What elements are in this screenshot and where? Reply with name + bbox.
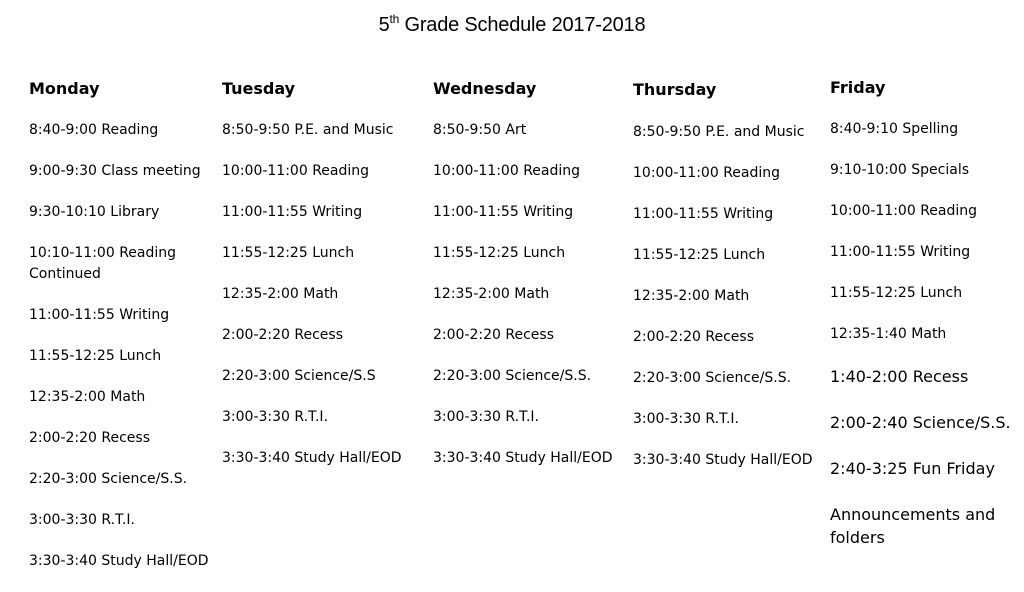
schedule-item: 9:30-10:10 Library (29, 204, 160, 220)
schedule-item: 10:00-11:00 Reading (222, 163, 370, 179)
title-superscript: th (389, 12, 400, 26)
schedule-item: 11:00-11:55 Writing (222, 204, 363, 220)
schedule-item: 11:00-11:55 Writing (29, 307, 170, 323)
wednesday-heading: Wednesday (433, 79, 537, 98)
monday-column (29, 79, 209, 592)
schedule-item: 11:00-11:55 Writing (633, 206, 774, 222)
thursday-heading: Thursday (633, 80, 717, 99)
schedule-item: 8:50-9:50 P.E. and Music (633, 124, 805, 140)
schedule-item: 10:10-11:00 Reading Continued (29, 245, 177, 282)
schedule-item: 8:40-9:10 Spelling (830, 121, 959, 137)
schedule-item: 2:20-3:00 Science/S.S. (633, 370, 792, 386)
schedule-item: 11:00-11:55 Writing (830, 244, 971, 260)
schedule-item: 10:00-11:00 Reading (433, 163, 581, 179)
schedule-item: 11:55-12:25 Lunch (222, 245, 355, 261)
schedule-item: 10:00-11:00 Reading (830, 203, 978, 219)
schedule-item: 11:55-12:25 Lunch (29, 348, 162, 364)
schedule-item: 2:20-3:00 Science/S.S. (433, 368, 592, 384)
schedule-item: 3:30-3:40 Study Hall/EOD (29, 553, 209, 569)
wednesday-column (433, 79, 633, 489)
schedule-item: 2:20-3:00 Science/S.S. (29, 471, 188, 487)
schedule-item: 2:00-2:20 Recess (433, 327, 554, 343)
friday-heading: Friday (830, 78, 886, 97)
friday-column (830, 78, 1020, 572)
tuesday-heading: Tuesday (222, 79, 296, 98)
schedule-item: 9:00-9:30 Class meeting (29, 163, 201, 179)
tuesday-column (222, 79, 422, 489)
schedule-item: Announcements and folders (830, 505, 996, 547)
title-text: Grade Schedule 2017-2018 (399, 14, 646, 36)
schedule-item: 3:00-3:30 R.T.I. (633, 411, 739, 427)
schedule-item: 8:50-9:50 P.E. and Music (222, 122, 394, 138)
schedule-item: 1:40-2:00 Recess (830, 367, 969, 386)
schedule-item: 11:55-12:25 Lunch (633, 247, 766, 263)
schedule-item: 2:00-2:40 Science/S.S. (830, 413, 1011, 432)
schedule-item: 2:20-3:00 Science/S.S (222, 368, 376, 384)
schedule-item: 9:10-10:00 Specials (830, 162, 970, 178)
schedule-item: 12:35-2:00 Math (29, 389, 146, 405)
schedule-item: 10:00-11:00 Reading (633, 165, 781, 181)
schedule-item: 8:40-9:00 Reading (29, 122, 159, 138)
schedule-item: 12:35-1:40 Math (830, 326, 947, 342)
monday-heading: Monday (29, 79, 100, 98)
schedule-item: 11:55-12:25 Lunch (433, 245, 566, 261)
schedule-item: 12:35-2:00 Math (633, 288, 750, 304)
schedule-item: 3:00-3:30 R.T.I. (222, 409, 328, 425)
title-grade-number: 5 (378, 14, 390, 36)
schedule-item: 2:00-2:20 Recess (29, 430, 150, 446)
schedule-item: 12:35-2:00 Math (433, 286, 550, 302)
thursday-column (633, 80, 823, 491)
schedule-item: 11:00-11:55 Writing (433, 204, 574, 220)
schedule-item: 3:30-3:40 Study Hall/EOD (222, 450, 402, 466)
page-title (0, 12, 1024, 37)
schedule-item: 11:55-12:25 Lunch (830, 285, 963, 301)
schedule-item: 12:35-2:00 Math (222, 286, 339, 302)
schedule-item: 3:00-3:30 R.T.I. (433, 409, 539, 425)
schedule-item: 2:00-2:20 Recess (633, 329, 754, 345)
schedule-item: 3:00-3:30 R.T.I. (29, 512, 135, 528)
schedule-item: 2:00-2:20 Recess (222, 327, 343, 343)
schedule-item: 8:50-9:50 Art (433, 122, 527, 138)
schedule-item: 3:30-3:40 Study Hall/EOD (433, 450, 613, 466)
schedule-item: 3:30-3:40 Study Hall/EOD (633, 452, 813, 468)
schedule-item: 2:40-3:25 Fun Friday (830, 459, 995, 478)
